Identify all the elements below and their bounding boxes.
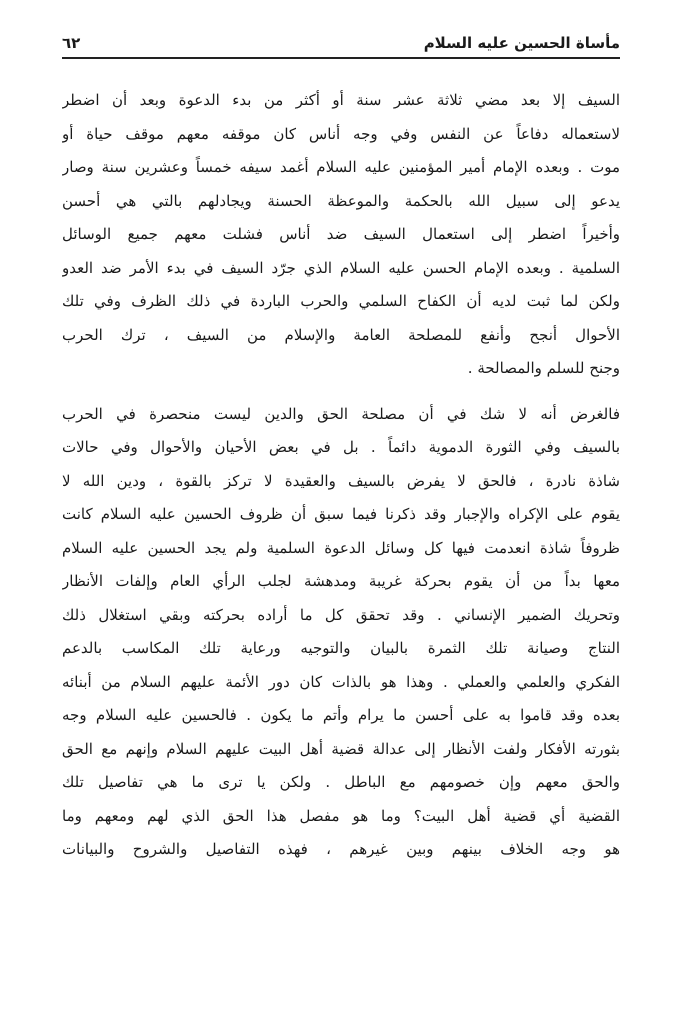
page-header	[62, 28, 620, 58]
paragraph-gap	[62, 386, 620, 398]
text-line: لاستعماله دفاعاً عن النفس وفي وجه أناس كان موقفه معهم موقف حياة أو	[62, 124, 620, 143]
text-line: ولكن لما ثبت لديه أن الكفاح السلمي والحرب الباردة في ذلك الظرف وفي تلك	[62, 292, 620, 310]
text-line: الفكري والعلمي والعملي . وهذا هو بالذات كان دور الأئمة عليهم السلام من أبنائه	[62, 672, 620, 691]
paragraph	[62, 84, 620, 386]
body-text	[62, 84, 620, 867]
text-line: شاذة نادرة ، فالحق لا يفرض بالسيف والعقيدة لا تركز بالقوة ، ودين الله لا	[62, 471, 620, 490]
text-line: يقوم على الإكراه والإجبار وقد ذكرنا فيما سبق أن ظروف الحسين عليه السلام كانت	[62, 505, 620, 523]
text-line: يدعو إلى سبيل الله بالحكمة والموعظة الحسنة ويجادلهم بالتي هي أحسن	[62, 191, 620, 210]
text-line: هو وجه الخلاف بينهم وبين غيرهم ، فهذه التفاصيل والشروح والبيانات	[62, 840, 620, 858]
text-line: النتاج وصيانة تلك الثمرة بالبيان والتوجيه ورعاية تلك المكاسب بالدعم	[62, 639, 620, 657]
header-rule	[62, 57, 620, 59]
text-line: الأحوال أنجح وأنفع للمصلحة العامة والإسلام من السيف ، ترك الحرب	[62, 325, 620, 344]
paragraph	[62, 398, 620, 867]
text-line: معها بداً من أن يقوم بحركة غريبة ومدهشة لجلب الرأي العام وإلفات الأنظار	[62, 572, 620, 590]
text-line: موت . وبعده الإمام أمير المؤمنين عليه السلام أغمد سيفه خمساً وعشرين سنة وصار	[62, 158, 620, 176]
text-line: السلمية . وبعده الإمام الحسن عليه السلام الذي جرّد السيف في بدء الأمر ضد العدو	[62, 258, 620, 277]
text-line: ظروفاً شاذة انعدمت فيها كل وسائل الدعوة السلمية ولم يجد الحسين عليه السلام	[62, 538, 620, 557]
text-line: بثورته الأفكار ولفت الأنظار إلى عدالة قضية أهل البيت عليهم السلام وإنهم مع الحق	[62, 739, 620, 758]
page-number: ٦٢	[62, 34, 81, 52]
running-title: مأساة الحسين عليه السلام	[423, 34, 620, 52]
text-line: وجنح للسلم والمصالحة .	[467, 359, 620, 377]
text-line: وأخيراً اضطر إلى استعمال السيف ضد أناس فشلت معهم جميع الوسائل	[62, 225, 620, 243]
text-line: بعده وقد قاموا به على أحسن ما يرام وأتم ما يكون . فالحسين عليه السلام وجه	[62, 706, 620, 724]
text-line: بالسيف وفي الثورة الدموية دائماً . بل في بعض الأحيان والأحوال وفي حالات	[62, 438, 620, 456]
text-line: فالغرض أنه لا شك في أن مصلحة الحق والدين ليست منحصرة في الحرب	[62, 404, 620, 423]
text-line: وتحريك الضمير الإنساني . وقد تحقق كل ما أراده بحركته وبقي استغلال ذلك	[62, 605, 620, 624]
text-line: القضية أي قضية أهل البيت؟ وما هو مفصل هذا الحق الذي لهم ومعهم وما	[62, 806, 620, 825]
text-line: السيف إلا بعد مضي ثلاثة عشر سنة أو أكثر من بدء الدعوة وبعد أن اضطر	[62, 91, 620, 109]
text-line: والحق معهم وإن خصومهم مع الباطل . ولكن يا ترى ما هي تفاصيل تلك	[62, 773, 620, 791]
